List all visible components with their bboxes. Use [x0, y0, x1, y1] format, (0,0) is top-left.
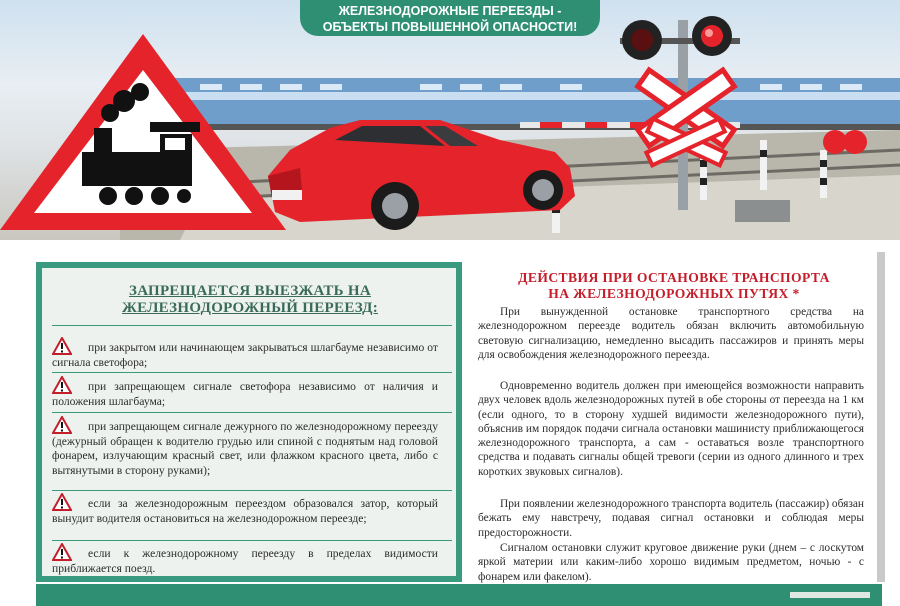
prohibition-item: [52, 497, 438, 526]
warning-triangle-icon: [52, 376, 72, 394]
prohibition-item: [52, 380, 438, 409]
title-line-2: ОБЪЕКТЫ ПОВЫШЕННОЙ ОПАСНОСТИ!: [322, 20, 578, 34]
prohibitions-heading: [60, 283, 440, 317]
railway-crossing-scene: [0, 0, 900, 240]
hero-illustration: [0, 0, 900, 240]
train-warning-sign-icon: [0, 34, 286, 230]
prohibition-item-text: при запрещающем сигнале светофора независимо от наличия и положения шлагбаума;: [52, 380, 438, 408]
divider: [52, 412, 452, 413]
warning-triangle-icon: [52, 416, 72, 434]
actions-heading-line-1: ДЕЙСТВИЯ ПРИ ОСТАНОВКЕ ТРАНСПОРТА: [518, 270, 830, 285]
warning-triangle-icon: [52, 337, 72, 355]
warning-triangle-icon: [52, 543, 72, 561]
footer-bar: [36, 584, 882, 606]
actions-paragraph: Одновременно водитель должен при имеющейся возможности направить двух человек вдоль железнодорожных путей в обе стороны от переезда на 1 км (если одного, то в сторону худшей видимости железнодорожного пути), объяснив им порядок подачи сигнала остановки машинисту приближающегося железнодорожного транспорта, а сам - оставаться возле транспортного средства и подавать сигналы общей тревоги (серии из одного длинного и трех коротких звуковых сигналов).: [478, 380, 864, 478]
prohibition-item-text: если за железнодорожным переездом образовался затор, который вынудит водителя остановиться на железнодорожном переезде;: [52, 497, 438, 525]
actions-heading-line-2: НА ЖЕЛЕЗНОДОРОЖНЫХ ПУТЯХ *: [548, 286, 800, 301]
actions-paragraph: При вынужденной остановке транспортного средства на железнодорожном переезде водитель обязан включить автомобильную световую сигнализацию, немедленно высадить пассажиров и принять меры для освобождения железнодорожного переезда.: [478, 306, 864, 361]
footer-logo-mark: [790, 592, 870, 598]
actions-paragraph: Сигналом остановки служит круговое движение руки (днем – с лоскутом яркой материи или каким-либо хорошо видимым предметом, ночью - с фонарем или факелом).: [478, 542, 864, 583]
prohibition-item: [52, 341, 438, 370]
prohibition-item-text: если к железнодорожному переезду в пределах видимости приближается поезд.: [52, 547, 438, 575]
divider: [52, 540, 452, 541]
train-body: [170, 78, 900, 124]
prohibition-item-text: при закрытом или начинающем закрываться шлагбауме независимо от сигнала светофора;: [52, 341, 438, 369]
divider: [52, 490, 452, 491]
title-line-1: ЖЕЛЕЗНОДОРОЖНЫЕ ПЕРЕЕЗДЫ -: [338, 4, 562, 18]
actions-heading: [475, 270, 873, 302]
divider: [52, 325, 452, 326]
warning-triangle-icon: [52, 493, 72, 511]
prohibitions-heading-line-1: ЗАПРЕЩАЕТСЯ ВЫЕЗЖАТЬ НА: [129, 283, 371, 299]
divider: [52, 372, 452, 373]
actions-paragraph: При появлении железнодорожного транспорта водитель (пассажир) обязан бежать ему навстречу, подавая сигнал остановки и соблюдая меры предосторожности.: [478, 498, 864, 539]
page-title: [300, 0, 600, 36]
prohibition-item-text: при запрещающем сигнале дежурного по железнодорожному переезду (дежурный обращен к водителю грудью или спиной с поднятым над головой фонарем, излучающим красный свет, или флажком красного цвета, либо с вытянутыми в сторону руками);: [52, 420, 438, 477]
prohibition-item: [52, 420, 438, 478]
prohibition-item: [52, 547, 438, 576]
prohibitions-heading-line-2: ЖЕЛЕЗНОДОРОЖНЫЙ ПЕРЕЕЗД:: [121, 300, 379, 316]
